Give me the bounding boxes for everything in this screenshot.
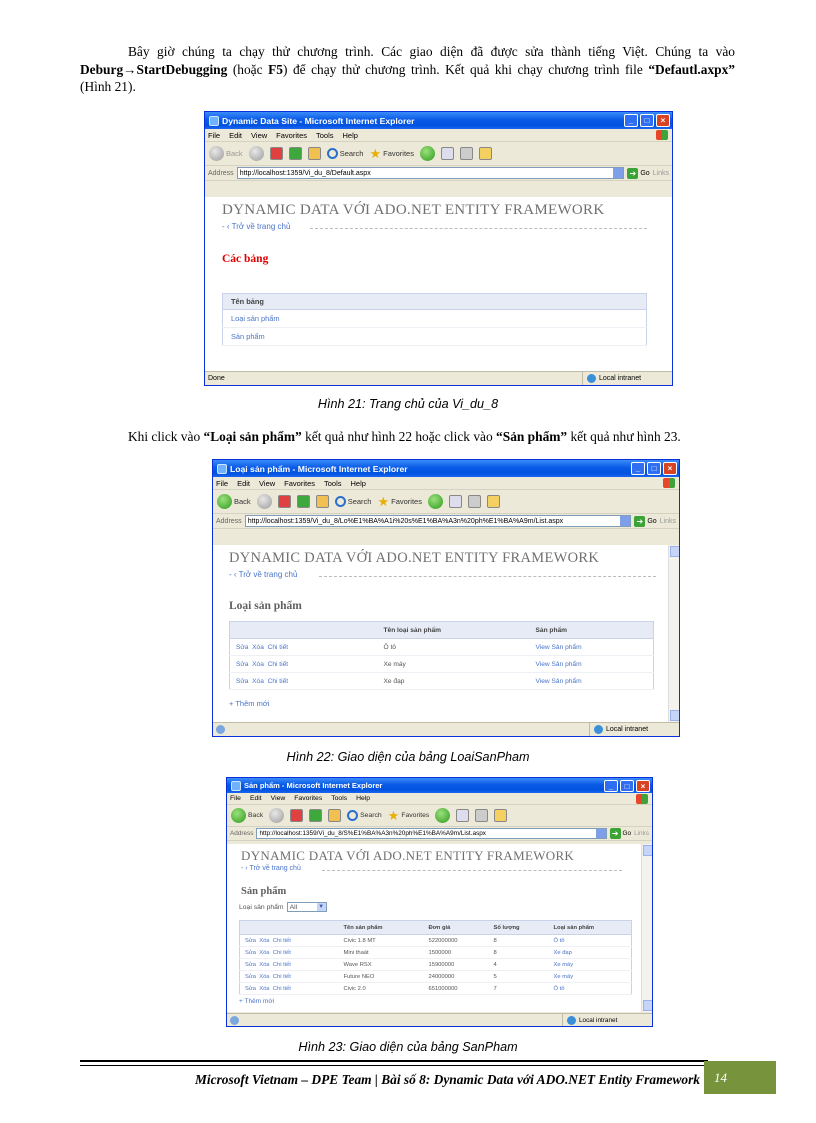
cell-name: Ô tô bbox=[383, 639, 535, 656]
title-bar bbox=[213, 460, 679, 477]
address-url: http://localhost:1359/Vi_du_8/Default.aspx bbox=[239, 169, 371, 177]
forward-button[interactable] bbox=[249, 146, 264, 161]
figure-21-window bbox=[204, 111, 673, 386]
menu-view[interactable]: View bbox=[270, 795, 286, 802]
figure-22-caption: Hình 22: Giao diện của bảng LoaiSanPham bbox=[286, 750, 530, 764]
search-icon bbox=[335, 496, 346, 507]
home-icon[interactable] bbox=[328, 809, 341, 822]
zone-label: Local intranet bbox=[606, 726, 649, 733]
delete-link[interactable]: Xóa bbox=[252, 677, 264, 685]
page-content bbox=[205, 197, 672, 371]
address-bar bbox=[205, 166, 672, 181]
vertical-scrollbar[interactable] bbox=[641, 844, 652, 1012]
zone-label: Local intranet bbox=[599, 375, 642, 382]
intranet-icon bbox=[567, 1016, 576, 1025]
filter-label: Loại sản phẩm bbox=[239, 903, 284, 911]
intranet-icon bbox=[594, 725, 603, 734]
row-actions bbox=[230, 656, 383, 673]
address-input[interactable] bbox=[256, 828, 606, 839]
minimize-icon[interactable]: _ bbox=[631, 462, 645, 475]
chevron-down-icon: ▼ bbox=[318, 904, 325, 910]
stop-icon[interactable] bbox=[270, 147, 283, 160]
folder-icon[interactable] bbox=[479, 147, 492, 160]
ie-logo-icon bbox=[209, 116, 219, 126]
forward-button[interactable] bbox=[269, 808, 284, 823]
column-header-actions bbox=[240, 921, 343, 935]
address-label: Address bbox=[230, 830, 254, 837]
links-label[interactable]: Links bbox=[634, 830, 649, 837]
column-header-name: Tên loại sản phẩm bbox=[383, 622, 535, 639]
menu-favorites[interactable]: Favorites bbox=[284, 478, 315, 488]
view-products-link[interactable]: View Sản phẩm bbox=[535, 673, 654, 690]
cell-qty: 8 bbox=[493, 947, 553, 959]
go-label: Go bbox=[647, 517, 657, 525]
add-new-label: Thêm mới bbox=[235, 699, 270, 708]
refresh-icon[interactable] bbox=[309, 809, 322, 822]
zone-indicator bbox=[562, 1014, 652, 1026]
cell-category-link[interactable]: Xe máy bbox=[553, 971, 632, 983]
menu-view[interactable]: View bbox=[259, 478, 276, 488]
print-icon[interactable] bbox=[468, 495, 481, 508]
figure-22-window bbox=[212, 459, 680, 737]
status-bar bbox=[227, 1013, 652, 1026]
search-button[interactable] bbox=[347, 810, 382, 821]
favorites-button[interactable] bbox=[369, 146, 414, 162]
windows-logo-icon bbox=[656, 130, 668, 140]
home-icon[interactable] bbox=[316, 495, 329, 508]
menu-edit[interactable]: Edit bbox=[229, 130, 243, 140]
address-input[interactable] bbox=[245, 515, 632, 527]
back-home-label: Trở về trang chủ bbox=[249, 865, 301, 872]
back-label: Back bbox=[226, 149, 243, 158]
cell-name: Future NEO bbox=[343, 971, 428, 983]
ie-logo-icon bbox=[231, 781, 241, 791]
cell-price: 24000000 bbox=[428, 971, 493, 983]
delete-link[interactable]: Xóa bbox=[259, 973, 270, 980]
detail-link[interactable]: Chi tiết bbox=[272, 949, 291, 956]
detail-link[interactable]: Chi tiết bbox=[272, 985, 291, 992]
cell-category-link[interactable]: Xe máy bbox=[553, 959, 632, 971]
cell-price: 1500000 bbox=[428, 947, 493, 959]
address-dropdown-icon[interactable] bbox=[596, 829, 606, 839]
cell-price: 651000000 bbox=[428, 983, 493, 995]
go-arrow-icon: ➔ bbox=[627, 168, 638, 179]
go-arrow-icon: ➔ bbox=[634, 516, 645, 527]
table-row bbox=[240, 935, 632, 947]
detail-link[interactable]: Chi tiết bbox=[272, 973, 291, 980]
cell-qty: 8 bbox=[493, 935, 553, 947]
table-row bbox=[223, 328, 647, 346]
back-home-link[interactable]: - ‹ Trở về trang chủ bbox=[229, 570, 298, 579]
back-label: Back bbox=[248, 812, 264, 819]
back-home-link[interactable]: - ‹ Trở về trang chủ bbox=[241, 865, 301, 872]
menu-help[interactable]: Help bbox=[342, 130, 358, 140]
page-icon bbox=[230, 1016, 239, 1025]
page-content bbox=[227, 844, 652, 1012]
refresh-icon[interactable] bbox=[297, 495, 310, 508]
address-bar bbox=[227, 827, 652, 841]
footer-text: Microsoft Vietnam – DPE Team | Bài số 8: Dynamic Data với ADO.NET Entity Framework bbox=[195, 1072, 700, 1087]
cell-category-link[interactable]: Xe đạp bbox=[553, 947, 632, 959]
row-actions bbox=[230, 639, 383, 656]
cell-name: Mini thaát bbox=[343, 947, 428, 959]
go-label: Go bbox=[622, 830, 632, 837]
loaisanpham-grid bbox=[229, 621, 654, 690]
add-new-link[interactable]: + Thêm mới bbox=[229, 699, 270, 708]
back-home-label: Trở về trang chủ bbox=[238, 570, 298, 579]
delete-link[interactable]: Xóa bbox=[252, 660, 264, 668]
table-heading: Loại sản phẩm bbox=[229, 600, 302, 612]
address-url: http://localhost:1359/Vi_du_8/Lo%E1%BA%A1i%20s%E1%BA%A3n%20ph%E1%BA%A9m/List.aspx bbox=[247, 517, 564, 525]
row-actions bbox=[240, 971, 343, 983]
window-title: Sản phẩm - Microsoft Internet Explorer bbox=[244, 781, 383, 790]
go-arrow-icon: ➔ bbox=[610, 828, 621, 839]
address-bar bbox=[213, 514, 679, 529]
category-select[interactable] bbox=[287, 902, 327, 912]
maximize-icon[interactable]: □ bbox=[647, 462, 661, 475]
cell-name: Xe máy bbox=[383, 656, 535, 673]
intranet-icon bbox=[587, 374, 596, 383]
edit-link[interactable]: Sửa bbox=[245, 937, 256, 944]
menu-bar bbox=[205, 129, 672, 142]
status-bar bbox=[205, 371, 672, 385]
intro-text-4: (Hình 21). bbox=[80, 79, 136, 94]
para2-text-1: Khi click vào bbox=[128, 429, 204, 444]
title-bar bbox=[227, 778, 652, 793]
table-heading: Sản phẩm bbox=[241, 886, 287, 897]
category-filter bbox=[239, 902, 327, 912]
cell-name: Wave RSX bbox=[343, 959, 428, 971]
edit-link[interactable]: Sửa bbox=[245, 961, 256, 968]
search-label: Search bbox=[360, 812, 382, 819]
row-actions bbox=[240, 983, 343, 995]
column-header-category: Loại sản phẩm bbox=[553, 921, 632, 935]
intro-bold-file: “Defautl.axpx” bbox=[648, 61, 735, 77]
cell-qty: 7 bbox=[493, 983, 553, 995]
delete-link[interactable]: Xóa bbox=[252, 643, 264, 651]
minimize-icon[interactable]: _ bbox=[624, 114, 638, 127]
menu-tools[interactable]: Tools bbox=[331, 795, 348, 802]
favorites-button[interactable] bbox=[377, 494, 422, 510]
media-icon[interactable] bbox=[428, 494, 443, 509]
folder-icon[interactable] bbox=[494, 809, 507, 822]
menu-file[interactable]: File bbox=[216, 478, 229, 488]
menu-favorites[interactable]: Favorites bbox=[294, 795, 323, 802]
column-header-products: Sản phẩm bbox=[535, 622, 654, 639]
view-products-link[interactable]: View Sản phẩm bbox=[535, 656, 654, 673]
close-icon[interactable]: × bbox=[663, 462, 677, 475]
delete-link[interactable]: Xóa bbox=[259, 961, 270, 968]
para2-bold-1: “Loại sản phẩm” bbox=[203, 429, 302, 444]
back-label: Back bbox=[234, 497, 251, 506]
favorites-label: Favorites bbox=[391, 497, 422, 506]
column-header-qty: Số lượng bbox=[493, 921, 553, 935]
media-icon[interactable] bbox=[420, 146, 435, 161]
address-dropdown-icon[interactable] bbox=[620, 516, 630, 526]
ie-logo-icon bbox=[217, 464, 227, 474]
maximize-icon[interactable]: □ bbox=[620, 780, 634, 792]
address-dropdown-icon[interactable] bbox=[613, 168, 623, 178]
search-icon bbox=[347, 810, 358, 821]
back-arrow-icon bbox=[231, 808, 246, 823]
back-home-label: Trở về trang chủ bbox=[231, 222, 291, 231]
table-row bbox=[240, 947, 632, 959]
sanpham-grid bbox=[239, 920, 632, 995]
site-header: DYNAMIC DATA VỚI ADO.NET ENTITY FRAMEWORK bbox=[222, 202, 605, 218]
menu-bar bbox=[213, 477, 679, 490]
detail-link[interactable]: Chi tiết bbox=[267, 660, 289, 668]
header-rule bbox=[319, 576, 656, 577]
edit-link[interactable]: Sửa bbox=[236, 660, 249, 668]
column-header: Tên bảng bbox=[223, 294, 647, 310]
figure-23-caption: Hình 23: Giao diện của bảng SanPham bbox=[298, 1040, 518, 1054]
table-header-row bbox=[230, 622, 654, 639]
menu-file[interactable]: File bbox=[230, 795, 241, 802]
tables-heading: Các bảng bbox=[222, 253, 269, 265]
intro-bold-menu: Deburg→StartDebugging bbox=[80, 61, 228, 77]
intro-paragraph bbox=[80, 43, 735, 96]
table-row bbox=[230, 639, 654, 656]
back-button[interactable] bbox=[231, 808, 263, 823]
add-new-label: Thêm mới bbox=[244, 998, 275, 1005]
cell-price: 522000000 bbox=[428, 935, 493, 947]
toolbar bbox=[205, 142, 672, 166]
para2-text-2: kết quả như hình 22 hoặc click vào bbox=[301, 429, 497, 444]
edit-link[interactable]: Sửa bbox=[245, 985, 256, 992]
search-button[interactable] bbox=[327, 148, 364, 159]
table-header-row bbox=[223, 294, 647, 310]
mail-icon[interactable] bbox=[449, 495, 462, 508]
favorites-button[interactable] bbox=[388, 808, 430, 824]
window-title: Dynamic Data Site - Microsoft Internet Explorer bbox=[222, 115, 415, 126]
header-rule bbox=[310, 228, 647, 229]
column-header-actions bbox=[230, 622, 383, 639]
back-button[interactable] bbox=[209, 146, 243, 161]
menu-bar bbox=[227, 793, 652, 805]
table-row bbox=[240, 971, 632, 983]
para2-text-3: kết quả như hình 23. bbox=[567, 429, 681, 444]
row-actions bbox=[240, 947, 343, 959]
row-actions bbox=[230, 673, 383, 690]
figure-21-caption: Hình 21: Trang chủ của Vi_du_8 bbox=[317, 397, 499, 411]
favorites-label: Favorites bbox=[401, 812, 430, 819]
mail-icon[interactable] bbox=[456, 809, 469, 822]
maximize-icon[interactable]: □ bbox=[640, 114, 654, 127]
page-content bbox=[213, 545, 679, 722]
favorites-star-icon: ★ bbox=[387, 807, 400, 823]
zone-indicator bbox=[582, 372, 672, 385]
row-actions bbox=[240, 959, 343, 971]
back-home-link[interactable]: - ‹ Trở về trang chủ bbox=[222, 222, 291, 231]
page-number: 14 bbox=[704, 1061, 776, 1094]
menu-help[interactable]: Help bbox=[356, 795, 371, 802]
stop-icon[interactable] bbox=[290, 809, 303, 822]
links-label[interactable]: Links bbox=[659, 517, 676, 525]
close-icon[interactable]: × bbox=[656, 114, 670, 127]
mail-icon[interactable] bbox=[441, 147, 454, 160]
tables-grid bbox=[222, 293, 647, 346]
delete-link[interactable]: Xóa bbox=[259, 985, 270, 992]
print-icon[interactable] bbox=[475, 809, 488, 822]
delete-link[interactable]: Xóa bbox=[259, 937, 270, 944]
back-button[interactable] bbox=[217, 494, 251, 509]
search-label: Search bbox=[339, 149, 364, 158]
menu-tools[interactable]: Tools bbox=[316, 130, 334, 140]
address-input[interactable] bbox=[237, 167, 625, 179]
column-header-name: Tên sản phẩm bbox=[343, 921, 428, 935]
edit-link[interactable]: Sửa bbox=[236, 643, 249, 651]
header-rule bbox=[322, 870, 622, 871]
forward-button[interactable] bbox=[257, 494, 272, 509]
filter-value: All bbox=[289, 903, 298, 911]
window-title: Loại sản phẩm - Microsoft Internet Explorer bbox=[230, 463, 408, 474]
back-arrow-icon bbox=[217, 494, 232, 509]
folder-icon[interactable] bbox=[487, 495, 500, 508]
edit-link[interactable]: Sửa bbox=[236, 677, 249, 685]
address-label: Address bbox=[216, 517, 242, 525]
close-icon[interactable]: × bbox=[636, 780, 650, 792]
zone-indicator bbox=[589, 723, 679, 736]
back-arrow-icon bbox=[209, 146, 224, 161]
go-button[interactable] bbox=[610, 828, 632, 839]
site-header: DYNAMIC DATA VỚI ADO.NET ENTITY FRAMEWORK bbox=[229, 550, 600, 566]
go-button[interactable] bbox=[634, 516, 656, 527]
links-label[interactable]: Links bbox=[652, 169, 669, 177]
cell-name: Civic 1.8 MT bbox=[343, 935, 428, 947]
menu-edit[interactable]: Edit bbox=[249, 795, 262, 802]
figure-23-window bbox=[226, 777, 653, 1027]
media-icon[interactable] bbox=[435, 808, 450, 823]
add-new-link[interactable]: + Thêm mới bbox=[239, 998, 275, 1005]
address-label: Address bbox=[208, 169, 234, 177]
column-header-price: Đơn giá bbox=[428, 921, 493, 935]
favorites-star-icon: ★ bbox=[377, 493, 390, 509]
paragraph-2 bbox=[128, 428, 768, 445]
cell-name: Xe đạp bbox=[383, 673, 535, 690]
refresh-icon[interactable] bbox=[289, 147, 302, 160]
table-header-row bbox=[240, 921, 632, 935]
cell-category-link[interactable]: Ô tô bbox=[553, 935, 632, 947]
status-text: Done bbox=[208, 375, 225, 382]
toolbar bbox=[213, 490, 679, 514]
menu-favorites[interactable]: Favorites bbox=[276, 130, 307, 140]
cell-category-link[interactable]: Ô tô bbox=[553, 983, 632, 995]
page-icon bbox=[216, 725, 225, 734]
table-row bbox=[240, 959, 632, 971]
menu-edit[interactable]: Edit bbox=[237, 478, 251, 488]
detail-link[interactable]: Chi tiết bbox=[267, 677, 289, 685]
menu-file[interactable]: File bbox=[208, 130, 221, 140]
view-products-link[interactable]: View Sản phẩm bbox=[535, 639, 654, 656]
table-row bbox=[230, 673, 654, 690]
delete-link[interactable]: Xóa bbox=[259, 949, 270, 956]
go-label: Go bbox=[640, 169, 650, 177]
row-actions bbox=[240, 935, 343, 947]
table-row bbox=[240, 983, 632, 995]
cell-qty: 4 bbox=[493, 959, 553, 971]
cell-name: Civic 2.0 bbox=[343, 983, 428, 995]
zone-label: Local intranet bbox=[579, 1016, 618, 1024]
windows-logo-icon bbox=[636, 794, 648, 804]
search-icon bbox=[327, 148, 338, 159]
vertical-scrollbar[interactable] bbox=[668, 545, 679, 722]
toolbar bbox=[227, 805, 652, 827]
detail-link[interactable]: Chi tiết bbox=[272, 961, 291, 968]
footer-rule bbox=[80, 1060, 708, 1062]
detail-link[interactable]: Chi tiết bbox=[272, 937, 291, 944]
windows-logo-icon bbox=[663, 478, 675, 488]
stop-icon[interactable] bbox=[278, 495, 291, 508]
cell-qty: 5 bbox=[493, 971, 553, 983]
search-button[interactable] bbox=[335, 496, 372, 507]
detail-link[interactable]: Chi tiết bbox=[267, 643, 289, 651]
status-bar bbox=[213, 722, 679, 736]
intro-text-1: Bây giờ chúng ta chạy thử chương trình. Các giao diện đã được sửa thành tiếng Việt. Chúng ta vào bbox=[128, 44, 735, 59]
table-link-san-pham[interactable]: Sản phẩm bbox=[223, 328, 647, 346]
table-row bbox=[223, 310, 647, 328]
go-button[interactable] bbox=[627, 168, 649, 179]
edit-link[interactable]: Sửa bbox=[245, 973, 256, 980]
intro-text-2: (hoặc bbox=[227, 61, 269, 77]
intro-bold-key: F5 bbox=[268, 61, 283, 77]
site-header: DYNAMIC DATA VỚI ADO.NET ENTITY FRAMEWORK bbox=[241, 848, 575, 863]
cell-price: 15900000 bbox=[428, 959, 493, 971]
table-link-loai-san-pham[interactable]: Loại sản phẩm bbox=[223, 310, 647, 328]
footer-rule-thin bbox=[80, 1065, 708, 1066]
print-icon[interactable] bbox=[460, 147, 473, 160]
favorites-label: Favorites bbox=[383, 149, 414, 158]
menu-view[interactable]: View bbox=[251, 130, 268, 140]
intro-text-3: ) để chạy thử chương trình. Kết quả khi chạy chương trình file bbox=[282, 61, 649, 77]
favorites-star-icon: ★ bbox=[369, 145, 382, 161]
menu-tools[interactable]: Tools bbox=[324, 478, 342, 488]
edit-link[interactable]: Sửa bbox=[245, 949, 256, 956]
address-url: http://localhost:1359/Vi_du_8/S%E1%BA%A3n%20ph%E1%BA%A9m/List.aspx bbox=[259, 830, 486, 837]
para2-bold-2: “Sản phẩm” bbox=[496, 429, 568, 444]
minimize-icon[interactable]: _ bbox=[604, 780, 618, 792]
home-icon[interactable] bbox=[308, 147, 321, 160]
search-label: Search bbox=[347, 497, 372, 506]
table-row bbox=[230, 656, 654, 673]
menu-help[interactable]: Help bbox=[350, 478, 366, 488]
title-bar bbox=[205, 112, 672, 129]
